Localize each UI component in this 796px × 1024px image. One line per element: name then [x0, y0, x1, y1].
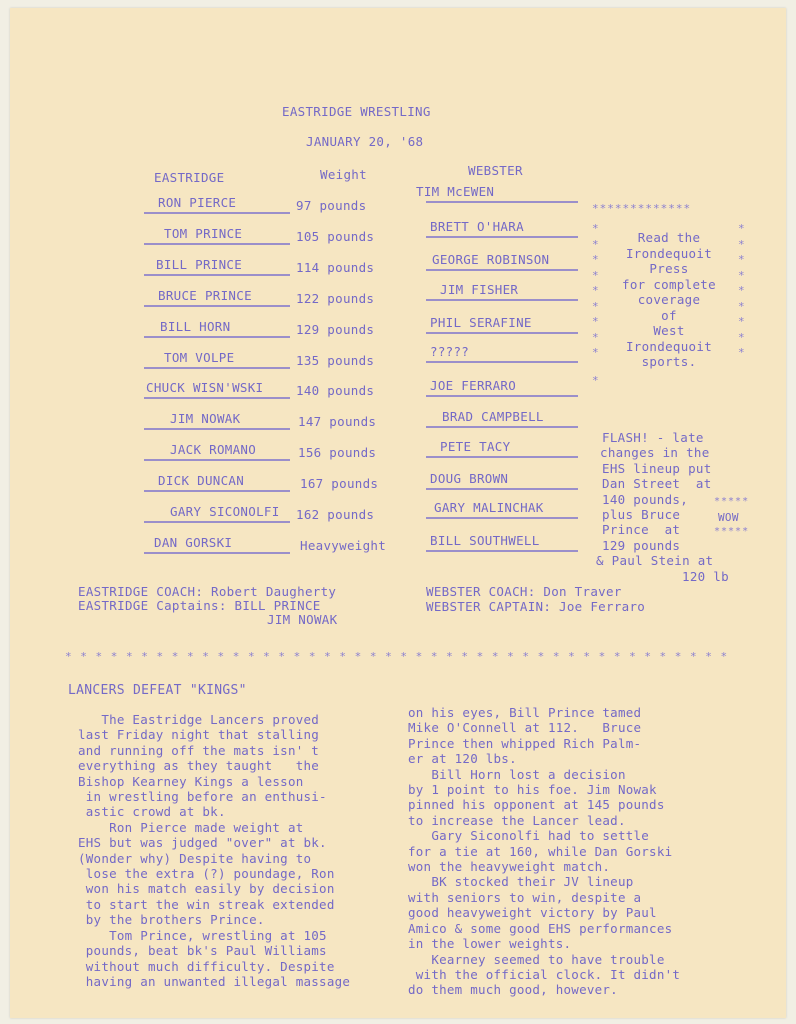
article-line: with seniors to win, despite a	[408, 889, 642, 905]
webster-underline	[426, 395, 578, 397]
press-box-line: Read the	[637, 230, 701, 245]
eastridge-captains: EASTRIDGE Captains: BILL PRINCE	[78, 598, 321, 613]
webster-underline	[426, 456, 578, 458]
weight-class: 135 pounds	[296, 352, 375, 368]
press-box-border-left: *	[592, 268, 600, 282]
webster-captain: WEBSTER CAPTAIN: Joe Ferraro	[426, 599, 646, 614]
weight-class: 147 pounds	[298, 414, 377, 430]
section-divider: * * * * * * * * * * * * * * * * * * * * * * * * * * * * * * * * * * * * * * * * * * * *	[65, 650, 729, 663]
press-box-border-right: *	[738, 268, 746, 282]
eastridge-underline	[144, 521, 290, 523]
eastridge-underline	[144, 212, 290, 214]
press-box-border-top: *************	[592, 202, 692, 215]
weight-class: 162 pounds	[296, 507, 375, 522]
article-line: Gary Siconolfi had to settle	[408, 828, 650, 844]
eastridge-wrestler: BILL HORN	[160, 318, 231, 334]
webster-wrestler: JOE FERRARO	[430, 378, 517, 394]
webster-underline	[426, 517, 578, 519]
press-box-border-left: *	[592, 253, 600, 266]
article-line: in wrestling before an enthusi-	[78, 789, 327, 805]
eastridge-wrestler: JACK ROMANO	[170, 442, 257, 458]
press-box-line: of	[661, 307, 677, 323]
eastridge-underline	[144, 305, 290, 307]
flash-line: changes in the	[600, 445, 710, 461]
press-box-border-left: *	[592, 299, 600, 313]
article-column-2	[408, 705, 680, 998]
flash-line: EHS lineup put	[602, 460, 712, 476]
article-line: by 1 point to his foe. Jim Nowak	[408, 782, 657, 798]
flash-line: FLASH! - late	[602, 430, 704, 445]
article-line: Bishop Kearney Kings a lesson	[78, 773, 304, 789]
article-line: and running off the mats isn' t	[78, 742, 320, 758]
flash-line: 129 pounds	[602, 537, 681, 553]
eastridge-wrestler: TOM VOLPE	[164, 349, 235, 365]
flash-line: & Paul Stein at	[596, 553, 714, 569]
wow-label: WOW	[718, 511, 739, 524]
webster-wrestler: JIM FISHER	[440, 281, 519, 297]
webster-wrestler: TIM McEWEN	[416, 184, 495, 199]
press-box-border-right: *	[738, 284, 746, 297]
article-line: The Eastridge Lancers proved	[78, 712, 320, 727]
press-box-border-left: *	[592, 330, 600, 344]
flash-line: 140 pounds,	[602, 491, 689, 507]
webster-underline	[426, 299, 578, 301]
document-title: EASTRIDGE WRESTLING	[282, 104, 431, 119]
webster-underline	[426, 361, 578, 363]
article-line: Amico & some good EHS performances	[408, 920, 673, 936]
weight-class: 114 pounds	[296, 259, 375, 275]
press-box	[592, 202, 746, 388]
press-box-border-right: *	[738, 299, 746, 313]
article-line: lose the extra (?) poundage, Ron	[78, 866, 335, 882]
eastridge-underline	[144, 459, 290, 461]
article-line: astic crowd at bk.	[78, 804, 226, 820]
webster-wrestler: BILL SOUTHWELL	[430, 532, 540, 548]
eastridge-underline	[144, 428, 290, 430]
article-line: without much difficulty. Despite	[78, 958, 335, 974]
eastridge-wrestler: GARY SICONOLFI	[170, 504, 280, 519]
webster-underline	[426, 332, 578, 334]
webster-underline	[426, 201, 578, 203]
press-box-border-left: *	[592, 315, 600, 328]
article-column-1	[78, 712, 350, 989]
eastridge-wrestler: CHUCK WISN'WSKI	[146, 380, 264, 396]
webster-coach: WEBSTER COACH: Don Traver	[426, 584, 622, 599]
article-line: on his eyes, Bill Prince tamed	[408, 705, 642, 720]
article-line: (Wonder why) Despite having to	[78, 850, 312, 866]
webster-underline	[426, 426, 578, 428]
webster-wrestler: ?????	[430, 343, 470, 359]
wow-box: ***** WOW *****	[714, 496, 750, 537]
article-line: to increase the Lancer lead.	[408, 812, 626, 828]
eastridge-underline	[144, 367, 290, 369]
press-box-border-left: *	[592, 222, 600, 235]
eastridge-coach: EASTRIDGE COACH: Robert Daugherty	[78, 584, 337, 599]
press-box-line: Press	[649, 261, 689, 276]
article-line: by the brothers Prince.	[78, 912, 265, 928]
press-box-border-right: *	[738, 237, 746, 251]
article-line: Bill Horn lost a decision	[408, 766, 626, 782]
press-box-line: coverage	[637, 292, 701, 307]
eastridge-underline	[144, 490, 290, 492]
webster-underline	[426, 269, 578, 271]
eastridge-captain-2: JIM NOWAK	[267, 612, 338, 627]
press-box-border-left: *	[592, 346, 600, 359]
webster-underline	[426, 236, 578, 238]
article-line: won the heavyweight match.	[408, 859, 611, 875]
weight-class: Heavyweight	[300, 537, 387, 553]
article-line: to start the win streak extended	[78, 896, 335, 912]
article-line: EHS but was judged "over" at bk.	[78, 835, 327, 851]
eastridge-wrestler: BRUCE PRINCE	[158, 287, 252, 303]
webster-wrestler: GEORGE ROBINSON	[432, 251, 550, 267]
press-box-border-right: *	[738, 315, 746, 328]
article-line: do them much good, however.	[408, 982, 618, 998]
press-box-line: sports.	[641, 354, 697, 369]
webster-wrestler: DOUG BROWN	[430, 471, 509, 487]
article-line: Tom Prince, wrestling at 105	[78, 927, 327, 943]
weight-class: 129 pounds	[296, 321, 375, 337]
article-line: won his match easily by decision	[78, 881, 335, 897]
webster-underline	[426, 550, 578, 552]
article-line: Mike O'Connell at 112. Bruce	[408, 720, 642, 736]
webster-wrestler: PHIL SERAFINE	[430, 314, 532, 330]
weight-class: 122 pounds	[296, 290, 375, 306]
eastridge-wrestler: BILL PRINCE	[156, 256, 243, 272]
document-date: JANUARY 20, '68	[306, 134, 424, 149]
article-line: having an unwanted illegal massage	[78, 973, 351, 989]
article-line: Prince then whipped Rich Palm-	[408, 735, 642, 751]
weight-class: 156 pounds	[298, 445, 377, 461]
weight-class: 140 pounds	[296, 383, 375, 399]
webster-underline	[426, 488, 578, 490]
article-line: Kearney seemed to have trouble	[408, 951, 665, 967]
article-line: BK stocked their JV lineup	[408, 874, 634, 890]
press-box-line: Irondequoit	[625, 338, 713, 354]
weight-class: 97 pounds	[296, 198, 367, 213]
weight-class: 167 pounds	[300, 476, 379, 492]
press-box-border-right: *	[738, 330, 746, 344]
flash-line: Prince at	[602, 522, 681, 538]
press-box-border-right: *	[738, 253, 746, 266]
webster-wrestler: BRETT O'HARA	[430, 218, 524, 234]
press-box-line: West	[653, 323, 685, 338]
eastridge-underline	[144, 243, 290, 245]
column-header-weight: Weight	[320, 167, 367, 182]
eastridge-underline	[144, 274, 290, 276]
article-line: with the official clock. It didn't	[408, 966, 681, 982]
article-line: er at 120 lbs.	[408, 751, 517, 767]
article-line: pounds, beat bk's Paul Williams	[78, 943, 327, 959]
press-box-line: for complete	[622, 276, 716, 292]
article-line: pinned his opponent at 145 pounds	[408, 797, 665, 813]
eastridge-wrestler: JIM NOWAK	[170, 411, 241, 427]
press-box-border-right: *	[738, 346, 746, 359]
article-line: for a tie at 160, while Dan Gorski	[408, 843, 673, 859]
eastridge-wrestler: RON PIERCE	[158, 195, 237, 210]
press-box-border-right: *	[738, 222, 746, 235]
eastridge-wrestler: TOM PRINCE	[164, 225, 243, 241]
weight-class: 105 pounds	[296, 228, 375, 244]
press-box-border-left: *	[592, 237, 600, 251]
eastridge-underline	[144, 552, 290, 554]
press-box-line: Irondequoit	[625, 245, 713, 261]
eastridge-wrestler: DICK DUNCAN	[158, 473, 245, 489]
article-line: everything as they taught the	[78, 758, 320, 774]
flash-line: Dan Street at	[602, 476, 712, 492]
article-line: in the lower weights.	[408, 936, 572, 952]
flash-line: plus Bruce	[602, 507, 681, 522]
press-box-border-bottom: *	[592, 374, 600, 387]
eastridge-underline	[144, 397, 290, 399]
webster-wrestler: BRAD CAMPBELL	[442, 409, 544, 425]
column-header-eastridge: EASTRIDGE	[154, 170, 225, 185]
press-box-border-left: *	[592, 284, 600, 297]
webster-wrestler: GARY MALINCHAK	[434, 500, 544, 515]
article-line: good heavyweight victory by Paul	[408, 905, 657, 921]
column-header-webster: WEBSTER	[468, 163, 523, 178]
webster-wrestler: PETE TACY	[440, 439, 511, 455]
eastridge-wrestler: DAN GORSKI	[154, 534, 233, 550]
article-line: Ron Pierce made weight at	[78, 819, 304, 835]
eastridge-underline	[144, 336, 290, 338]
article-headline: LANCERS DEFEAT "KINGS"	[68, 683, 247, 698]
article-line: last Friday night that stalling	[78, 727, 320, 743]
document-page	[10, 8, 786, 1018]
flash-line: 120 lb	[682, 568, 729, 584]
